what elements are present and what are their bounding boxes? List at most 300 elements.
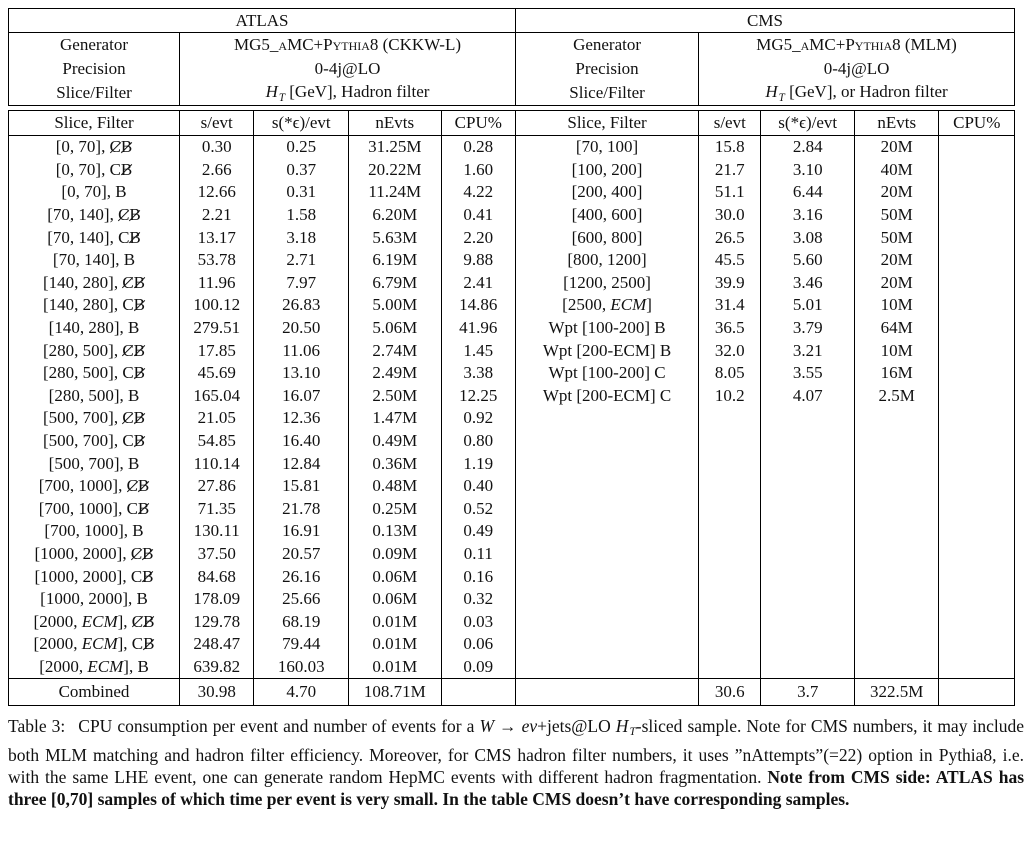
value-cell: 21.05 [180,407,254,430]
value-cell: 130.11 [180,520,254,543]
atlas-precision-value: 0-4j@LO [180,57,516,81]
value-cell: 36.5 [699,317,761,340]
value-cell: 0.06 [441,633,515,656]
value-cell [939,159,1015,182]
value-cell [939,226,1015,249]
value-cell [939,430,1015,453]
cms-col-slice-filter: Slice, Filter [516,111,699,136]
value-cell [699,656,761,679]
slice-cell: [500, 700], CB [43,408,146,428]
cms-col-cpu: CPU% [939,111,1015,136]
value-cell: 160.03 [254,656,349,679]
value-cell: 84.68 [180,565,254,588]
value-cell [939,633,1015,656]
value-cell: 6.19M [349,249,442,272]
value-cell: 2.41 [441,272,515,295]
slice-cell [516,588,699,611]
value-cell: 17.85 [180,339,254,362]
value-cell: 32.0 [699,339,761,362]
data-rows [9,136,1015,679]
value-cell [761,633,855,656]
slice-cell: [100, 200] [516,159,699,182]
value-cell: 0.92 [441,407,515,430]
slice-cell [516,679,699,706]
value-cell: 0.48M [349,475,442,498]
value-cell: 0.03 [441,610,515,633]
table-row [9,339,1015,362]
value-cell: 6.44 [761,181,855,204]
value-cell: 40M [854,159,939,182]
cms-precision-label: Precision [516,57,699,81]
value-cell [939,385,1015,408]
slice-cell: [280, 500], CB [43,340,146,360]
cms-generator-label: Generator [516,33,699,58]
value-cell [761,452,855,475]
cms-col-s-evt: s/evt [699,111,761,136]
value-cell: 3.21 [761,339,855,362]
value-cell [939,520,1015,543]
table-data-section [8,110,1015,706]
atlas-title: ATLAS [9,9,516,33]
value-cell: 0.13M [349,520,442,543]
table-row [9,475,1015,498]
table-row [9,362,1015,385]
value-cell [699,565,761,588]
value-cell [699,520,761,543]
value-cell: 14.86 [441,294,515,317]
table-row [9,407,1015,430]
value-cell [854,520,939,543]
slice-cell: [2000, ECM], CB [33,611,155,631]
value-cell: 5.06M [349,317,442,340]
value-cell: 21.78 [254,498,349,521]
value-cell: 31.4 [699,294,761,317]
value-cell: 1.60 [441,159,515,182]
atlas-col-cpu: CPU% [441,111,515,136]
table-row [9,430,1015,453]
slice-cell: [200, 400] [516,181,699,204]
slice-cell: [400, 600] [516,204,699,227]
value-cell: 0.31 [254,181,349,204]
value-cell: 26.5 [699,226,761,249]
value-cell: 6.20M [349,204,442,227]
slice-cell: [2500, ECM] [516,294,699,317]
cms-title: CMS [516,9,1015,33]
value-cell: 25.66 [254,588,349,611]
value-cell [854,656,939,679]
value-cell: 0.06M [349,565,442,588]
slice-cell: [280, 500], CB [43,363,146,383]
value-cell [761,430,855,453]
value-cell: 2.66 [180,159,254,182]
slice-cell: [700, 1000], CB [38,498,150,518]
value-cell [939,339,1015,362]
value-cell: 5.60 [761,249,855,272]
value-cell: 0.09M [349,543,442,566]
slice-cell [516,633,699,656]
value-cell [854,498,939,521]
table-caption: Table 3: CPU consumption per event and number of events for a W → eν+jets@LO $H_T$-sliced sample. Note for CMS numbers, it may include both MLM matching and hadron filter efficiency. Moreover, for CMS hadron filter numbers, it uses ”nAttempts”(=22) option in Pythia8, i.e. with the same LHE event, one can generate random HepMC events with different hadron fragmentation. Note from CMS side: ATLAS has three [0,70] samples of which time per event is very small. In the table CMS doesn’t have corresponding samples. [8,716,1024,810]
value-cell: 53.78 [180,249,254,272]
slice-filter-row [9,81,1015,106]
value-cell [761,407,855,430]
value-cell: 639.82 [180,656,254,679]
value-cell [939,565,1015,588]
value-cell: 0.11 [441,543,515,566]
slice-cell: [280, 500], B [48,385,140,405]
cms-precision-value: 0-4j@LO [699,57,1015,81]
value-cell: 0.09 [441,656,515,679]
table-row [9,588,1015,611]
value-cell: 3.38 [441,362,515,385]
value-cell: 3.7 [761,679,855,706]
value-cell: 3.79 [761,317,855,340]
value-cell [939,452,1015,475]
value-cell: 45.69 [180,362,254,385]
cms-col-s-eps-evt: s(*ϵ)/evt [761,111,855,136]
value-cell: 178.09 [180,588,254,611]
precision-row [9,57,1015,81]
value-cell: 0.32 [441,588,515,611]
value-cell: 0.80 [441,430,515,453]
table-row [9,204,1015,227]
value-cell [761,543,855,566]
value-cell: 10M [854,294,939,317]
slice-cell: [1000, 2000], B [40,589,148,609]
atlas-generator-value: MG5_aMC+Pythia8 (CKKW-L) [180,33,516,58]
value-cell: 0.01M [349,610,442,633]
slice-cell: [500, 700], CB [43,431,146,451]
slice-cell: [2000, ECM], CB [33,634,155,654]
value-cell [699,633,761,656]
slice-cell: [70, 140], CB [47,227,141,247]
table-row [9,249,1015,272]
value-cell: 2.71 [254,249,349,272]
value-cell: 20M [854,272,939,295]
value-cell: 20M [854,181,939,204]
cms-slice-filter-label: Slice/Filter [516,81,699,106]
value-cell: 279.51 [180,317,254,340]
value-cell [939,272,1015,295]
slice-cell: [70, 140], B [52,250,136,270]
slice-cell: [0, 70], CB [55,137,133,157]
value-cell [699,498,761,521]
value-cell: 2.84 [761,136,855,159]
value-cell [939,317,1015,340]
value-cell [761,610,855,633]
value-cell: 12.25 [441,385,515,408]
value-cell: 1.47M [349,407,442,430]
value-cell: 0.36M [349,452,442,475]
slice-cell: [70, 100] [516,136,699,159]
table-row [9,452,1015,475]
value-cell [939,543,1015,566]
value-cell: 165.04 [180,385,254,408]
value-cell: 13.17 [180,226,254,249]
atlas-precision-label: Precision [62,59,126,78]
value-cell: 0.01M [349,656,442,679]
slice-cell: [1000, 2000], CB [34,543,154,563]
value-cell: 0.49M [349,430,442,453]
results-table [8,8,1015,706]
value-cell: 10M [854,339,939,362]
value-cell [761,520,855,543]
slice-cell [516,520,699,543]
value-cell: 30.98 [180,679,254,706]
value-cell: 8.05 [699,362,761,385]
value-cell: 0.06M [349,588,442,611]
value-cell [854,633,939,656]
combined-row [9,679,1015,706]
slice-cell: [0, 70], CB [55,159,133,179]
value-cell [939,610,1015,633]
table-header-section [8,8,1015,106]
value-cell [854,565,939,588]
value-cell [854,430,939,453]
value-cell: 41.96 [441,317,515,340]
value-cell: 2.5M [854,385,939,408]
value-cell: 0.41 [441,204,515,227]
value-cell: 0.16 [441,565,515,588]
slice-cell: [700, 1000], CB [38,476,150,496]
value-cell: 16.40 [254,430,349,453]
value-cell: 5.63M [349,226,442,249]
value-cell: 20M [854,136,939,159]
value-cell: 3.16 [761,204,855,227]
value-cell: 5.01 [761,294,855,317]
value-cell: 1.45 [441,339,515,362]
value-cell: 12.66 [180,181,254,204]
value-cell [699,430,761,453]
value-cell: 0.25M [349,498,442,521]
value-cell: 0.25 [254,136,349,159]
value-cell [939,498,1015,521]
slice-cell: [0, 70], B [61,182,127,202]
value-cell: 20.57 [254,543,349,566]
value-cell: 20.50 [254,317,349,340]
value-cell: 51.1 [699,181,761,204]
value-cell [699,407,761,430]
slice-cell: [1200, 2500] [516,272,699,295]
slice-cell: [140, 280], CB [43,272,146,292]
value-cell: 30.6 [699,679,761,706]
value-cell: 16M [854,362,939,385]
value-cell: 2.21 [180,204,254,227]
slice-cell: [140, 280], CB [43,295,146,315]
value-cell [939,136,1015,159]
slice-cell [516,407,699,430]
slice-cell: [1000, 2000], CB [34,566,154,586]
value-cell [854,407,939,430]
value-cell: 15.8 [699,136,761,159]
value-cell: 2.49M [349,362,442,385]
slice-cell [516,498,699,521]
slice-cell: [700, 1000], B [44,521,144,541]
table-row [9,294,1015,317]
table-row [9,136,1015,159]
table-row [9,272,1015,295]
slice-cell [516,610,699,633]
value-cell: 26.16 [254,565,349,588]
atlas-col-slice-filter: Slice, Filter [9,111,180,136]
table-row [9,159,1015,182]
atlas-generator-label: Generator [60,35,128,54]
value-cell: 3.10 [761,159,855,182]
value-cell: 9.88 [441,249,515,272]
value-cell: 0.40 [441,475,515,498]
column-header-row [9,111,1015,136]
table-row [9,520,1015,543]
value-cell [939,407,1015,430]
slice-cell: [140, 280], B [48,318,140,338]
experiment-title-row [9,9,1015,33]
value-cell: 3.55 [761,362,855,385]
value-cell: 248.47 [180,633,254,656]
value-cell: 3.46 [761,272,855,295]
slice-cell [516,656,699,679]
slice-cell: Wpt [100-200] C [516,362,699,385]
cms-slice-filter-value: $H_T$ [GeV], or Hadron filter [699,81,1015,106]
value-cell: 4.07 [761,385,855,408]
value-cell: 20.22M [349,159,442,182]
table-row [9,656,1015,679]
slice-cell: [800, 1200] [516,249,699,272]
value-cell [441,679,515,706]
generator-row [9,33,1015,58]
value-cell: 71.35 [180,498,254,521]
value-cell: 64M [854,317,939,340]
value-cell: 16.07 [254,385,349,408]
value-cell: 10.2 [699,385,761,408]
slice-cell: [500, 700], B [48,453,140,473]
table-row [9,317,1015,340]
value-cell [761,588,855,611]
value-cell: 11.96 [180,272,254,295]
value-cell: 39.9 [699,272,761,295]
atlas-col-s-evt: s/evt [180,111,254,136]
value-cell [854,610,939,633]
value-cell: 12.36 [254,407,349,430]
slice-cell: [600, 800] [516,226,699,249]
value-cell [699,610,761,633]
value-cell: 2.50M [349,385,442,408]
value-cell: 4.70 [254,679,349,706]
value-cell: 54.85 [180,430,254,453]
value-cell: 30.0 [699,204,761,227]
value-cell [854,452,939,475]
value-cell [761,498,855,521]
value-cell: 322.5M [854,679,939,706]
table-row [9,226,1015,249]
table-row [9,498,1015,521]
value-cell: 2.20 [441,226,515,249]
value-cell: 3.08 [761,226,855,249]
value-cell: 12.84 [254,452,349,475]
table-row [9,610,1015,633]
atlas-slice-filter-value: $H_T$ [GeV], Hadron filter [180,81,516,106]
value-cell: 15.81 [254,475,349,498]
value-cell: 1.58 [254,204,349,227]
value-cell [939,475,1015,498]
value-cell [939,294,1015,317]
slice-cell: Wpt [100-200] B [516,317,699,340]
value-cell: 11.24M [349,181,442,204]
value-cell: 20M [854,249,939,272]
table-row [9,633,1015,656]
atlas-col-s-eps-evt: s(*ϵ)/evt [254,111,349,136]
slice-cell: Wpt [200-ECM] C [516,385,699,408]
value-cell [939,181,1015,204]
value-cell [854,475,939,498]
value-cell [939,656,1015,679]
value-cell [761,656,855,679]
value-cell: 0.01M [349,633,442,656]
value-cell [939,249,1015,272]
value-cell: 50M [854,204,939,227]
value-cell: 31.25M [349,136,442,159]
value-cell: 5.00M [349,294,442,317]
value-cell: 0.28 [441,136,515,159]
value-cell: 7.97 [254,272,349,295]
table-row [9,543,1015,566]
value-cell: 13.10 [254,362,349,385]
value-cell: 26.83 [254,294,349,317]
value-cell: 3.18 [254,226,349,249]
value-cell: 6.79M [349,272,442,295]
value-cell [939,362,1015,385]
slice-cell [516,452,699,475]
slice-cell [516,475,699,498]
atlas-col-nevts: nEvts [349,111,442,136]
value-cell: 21.7 [699,159,761,182]
value-cell: 0.52 [441,498,515,521]
value-cell: 108.71M [349,679,442,706]
atlas-slice-filter-label: Slice/Filter [56,83,132,102]
value-cell: 11.06 [254,339,349,362]
slice-cell: [2000, ECM], B [39,656,149,676]
table-row [9,565,1015,588]
slice-cell: Combined [9,679,180,706]
value-cell: 79.44 [254,633,349,656]
value-cell [854,588,939,611]
slice-cell: Wpt [200-ECM] B [516,339,699,362]
table-row [9,385,1015,408]
slice-cell [516,430,699,453]
value-cell: 16.91 [254,520,349,543]
value-cell [761,565,855,588]
value-cell: 129.78 [180,610,254,633]
value-cell [854,543,939,566]
value-cell: 0.30 [180,136,254,159]
value-cell: 0.49 [441,520,515,543]
value-cell [939,679,1015,706]
value-cell: 37.50 [180,543,254,566]
slice-cell [516,565,699,588]
value-cell: 45.5 [699,249,761,272]
value-cell [761,475,855,498]
cms-col-nevts: nEvts [854,111,939,136]
value-cell [699,475,761,498]
cms-generator-value: MG5_aMC+Pythia8 (MLM) [699,33,1015,58]
value-cell [939,204,1015,227]
value-cell: 0.37 [254,159,349,182]
value-cell: 68.19 [254,610,349,633]
value-cell: 4.22 [441,181,515,204]
value-cell: 27.86 [180,475,254,498]
value-cell [699,543,761,566]
value-cell: 100.12 [180,294,254,317]
slice-cell: [70, 140], CB [47,205,141,225]
